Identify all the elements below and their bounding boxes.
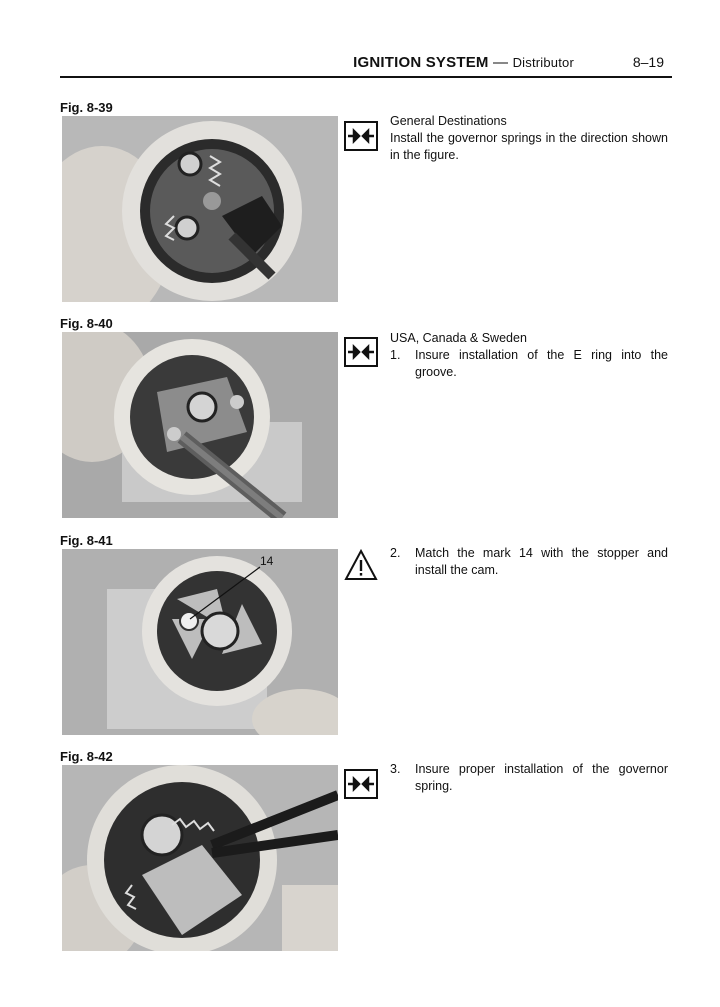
step-number: 1. <box>390 348 401 362</box>
figure-label: Fig. 8-42 <box>60 749 113 764</box>
step-text <box>390 113 668 164</box>
figure-photo <box>62 332 338 518</box>
figure-label: Fig. 8-41 <box>60 533 113 548</box>
figure-photo <box>62 765 338 951</box>
page-number: 8–19 <box>632 54 664 70</box>
figure-label: Fig. 8-40 <box>60 316 113 331</box>
step-body: Insure proper installation of the governor spring. <box>415 762 668 793</box>
step-text <box>390 545 668 579</box>
install-arrows-icon <box>344 337 378 367</box>
install-arrows-icon <box>344 769 378 799</box>
step-body: Match the mark 14 with the stopper and install the cam. <box>415 546 668 577</box>
page-header <box>60 52 672 78</box>
step-number: 2. <box>390 546 401 560</box>
step-body: Insure installation of the E ring into the groove. <box>415 348 668 379</box>
step-body: Install the governor springs in the direction shown in the figure. <box>390 131 668 162</box>
header-title: IGNITION SYSTEM — Distributor <box>353 54 574 71</box>
callout-14: 14 <box>260 554 274 568</box>
header-rule <box>60 76 672 78</box>
install-arrows-icon <box>344 121 378 151</box>
step-number: 3. <box>390 762 401 776</box>
figure-label: Fig. 8-39 <box>60 100 113 115</box>
step-heading: USA, Canada & Sweden <box>390 331 527 345</box>
step-text <box>390 761 668 795</box>
figure-photo <box>62 116 338 302</box>
step-heading: General Destinations <box>390 114 507 128</box>
step-text <box>390 330 668 381</box>
header-section: Distributor <box>512 55 574 70</box>
warning-triangle-icon <box>344 548 378 582</box>
figure-photo <box>62 549 338 735</box>
